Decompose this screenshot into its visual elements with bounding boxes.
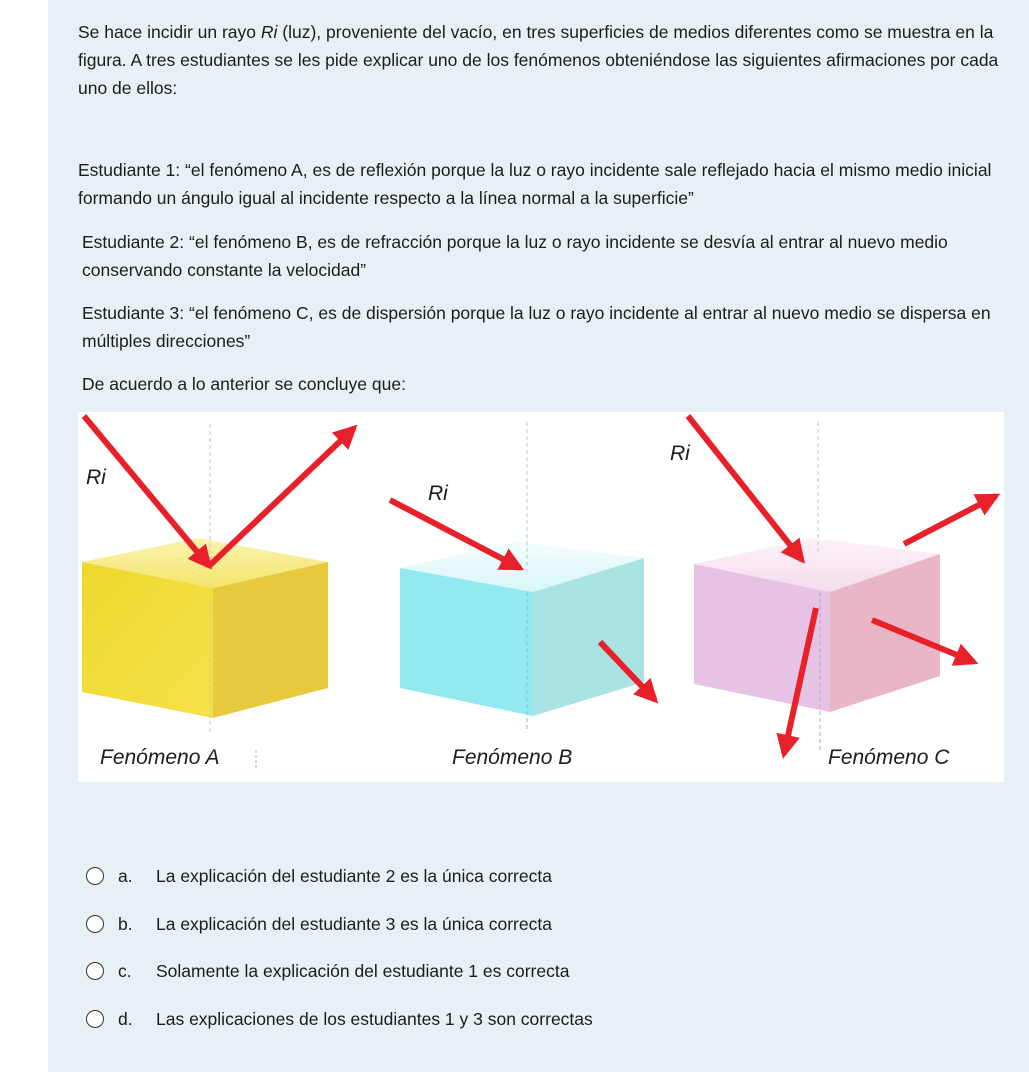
caption-phenomenon-b: Fenómeno B [452, 746, 573, 769]
student-2-statement: Estudiante 2: “el fenómeno B, es de refracción porque la luz o rayo incidente se desvía al entrar al nuevo medio conservando constante la velocidad” [82, 232, 948, 280]
scattered-ray-c-1 [904, 496, 996, 544]
ray-symbol: Ri [260, 22, 278, 42]
radio-button-d[interactable] [86, 1010, 104, 1028]
answer-option-a[interactable] [86, 862, 552, 890]
ray-label-a: Ri [86, 466, 106, 489]
incident-ray-a [84, 416, 209, 566]
question-intro [78, 18, 1008, 102]
radio-button-c[interactable] [86, 962, 104, 980]
block-a-front-face [82, 562, 213, 718]
caption-phenomenon-a: Fenómeno A [100, 746, 220, 769]
option-text-b[interactable]: La explicación del estudiante 3 es la única correcta [156, 913, 552, 934]
option-letter-a: a. [118, 865, 133, 886]
option-text-a[interactable]: La explicación del estudiante 2 es la única correcta [156, 865, 552, 886]
option-letter-d: d. [118, 1008, 133, 1029]
phenomenon-b-block [400, 542, 644, 716]
block-a-side-face [213, 562, 328, 718]
ray-label-b: Ri [428, 482, 448, 505]
student-1-statement: Estudiante 1: “el fenómeno A, es de reflexión porque la luz o rayo incidente sale reflejado hacia el mismo medio inicial formando un ángulo igual al incidente respecto a la línea normal a la superficie” [78, 160, 992, 208]
answer-option-b[interactable] [86, 910, 552, 938]
phenomena-figure [78, 412, 1004, 782]
answer-option-d[interactable] [86, 1005, 593, 1033]
phenomenon-c-block [694, 538, 940, 712]
incident-ray-c [688, 416, 802, 560]
ray-label-c: Ri [670, 442, 690, 465]
answer-option-c[interactable] [86, 957, 569, 985]
caption-phenomenon-c: Fenómeno C [828, 746, 950, 769]
radio-button-a[interactable] [86, 867, 104, 885]
intro-text-start: Se hace incidir un rayo [78, 22, 261, 42]
block-b-front-face [400, 568, 533, 716]
reflected-ray-a [209, 428, 354, 566]
radio-button-b[interactable] [86, 915, 104, 933]
option-letter-c: c. [118, 960, 132, 981]
option-text-d[interactable]: Las explicaciones de los estudiantes 1 y 3 son correctas [156, 1008, 593, 1029]
option-letter-b: b. [118, 913, 133, 934]
conclusion-prompt: De acuerdo a lo anterior se concluye que: [82, 374, 406, 394]
option-text-c[interactable]: Solamente la explicación del estudiante 1 es correcta [156, 960, 570, 981]
student-3-statement: Estudiante 3: “el fenómeno C, es de dispersión porque la luz o rayo incidente al entrar al nuevo medio se dispersa en múltiples direcciones” [82, 303, 991, 351]
intro-text-end: (luz), proveniente del vacío, en tres superficies de medios diferentes como se muestra en la figura. A tres estudiantes se les pide explicar uno de los fenómenos obteniéndose las siguientes afirmaciones por cada uno de ellos: [78, 22, 999, 98]
phenomena-illustration [78, 412, 1004, 782]
